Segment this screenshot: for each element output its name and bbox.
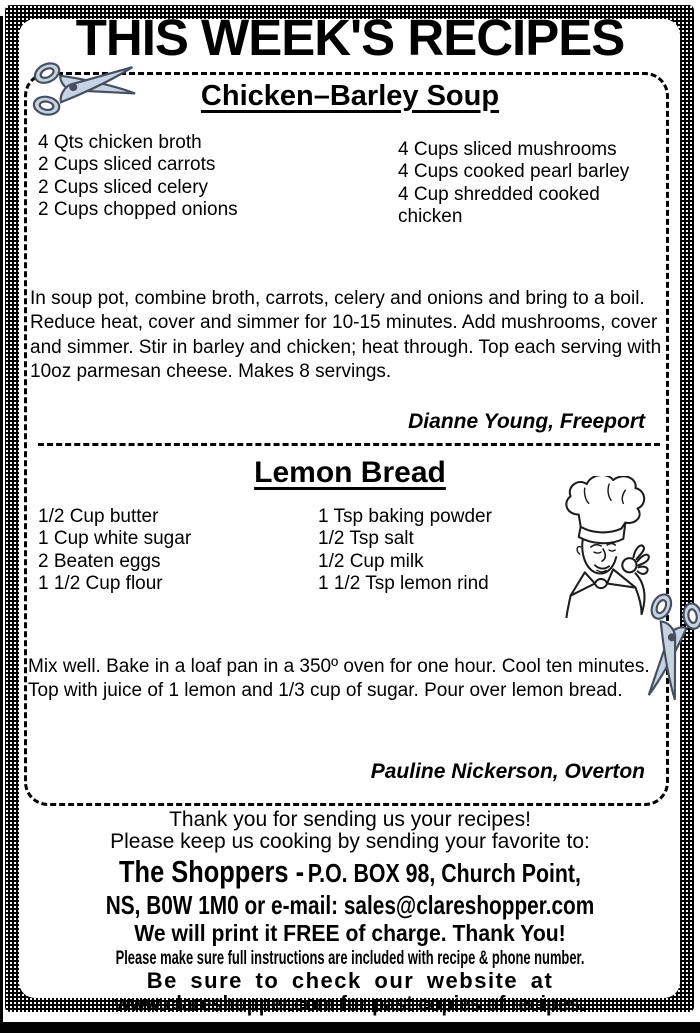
publisher-address-1: P.O. BOX 98, Church Point, — [307, 858, 581, 888]
footer-publisher-line — [63, 854, 637, 890]
ingredient-line: 4 Cups cooked pearl barley — [398, 161, 630, 183]
ingredient-line: 1/2 Cup butter — [38, 506, 159, 527]
ingredient-line: 2 Cups sliced carrots — [38, 154, 216, 176]
footer-note-line: Please make sure full instructions are included with recipe & phone number. — [115, 948, 585, 969]
ingredient-line: 1/2 Tsp salt — [318, 528, 414, 550]
publisher-name: The Shoppers - — [119, 854, 305, 889]
ingredient-line: 2 Beaten eggs — [38, 550, 161, 572]
ingredient-line: 1/2 Cup milk — [318, 550, 424, 572]
chef-illustration — [550, 476, 652, 618]
lemon-ingredients-left-column — [38, 506, 191, 596]
ingredient-line: 4 Cups sliced mushrooms — [398, 139, 617, 160]
ingredient-line: 2 Cups chopped onions — [38, 199, 238, 221]
soup-ingredients-left-column — [38, 132, 238, 222]
dashed-divider — [38, 443, 660, 446]
scissors-icon — [27, 51, 141, 122]
footer-free-line: We will print it FREE of charge. Thank You! — [134, 920, 566, 946]
soup-attribution: Dianne Young, Freeport — [408, 410, 645, 433]
ingredient-line: 1 1/2 Tsp lemon rind — [318, 573, 489, 595]
footer-website-promo-line: Be sure to check our website at — [146, 968, 554, 993]
recipe-title-lemon-bread: Lemon Bread — [254, 456, 446, 489]
footer-request-line: Please keep us cooking by sending your favorite to: — [110, 830, 590, 853]
lemon-instructions: Mix well. Bake in a loaf pan in a 350º oven for one hour. Cool ten minutes. Top with juice of 1 lemon and 1/3 cup of sugar. Pour over lemon bread. — [28, 656, 650, 702]
footer-contact-line: NS, B0W 1M0 or e-mail: sales@clareshopper.com — [105, 890, 595, 920]
ingredient-line: 4 Qts chicken broth — [38, 132, 202, 153]
scan-edge-left — [0, 16, 3, 1033]
recipe-title-chicken-barley-soup: Chicken–Barley Soup — [200, 80, 500, 112]
ingredient-line: 1 Tsp baking powder — [318, 506, 492, 527]
footer-website-url-line: www.clareshopper.com for past copies of recipes. — [114, 991, 586, 1016]
scan-edge-bottom — [0, 1022, 700, 1033]
soup-instructions: In soup pot, combine broth, carrots, celery and onions and bring to a boil. Reduce heat, cover and simmer for 10-15 minutes. Add mushrooms, cover and simmer. Stir in barley and chicken; heat through. Top each serving with 10oz parmesan cheese. Makes 8 servings. — [30, 288, 662, 383]
soup-ingredients-right-column — [398, 139, 633, 229]
ingredient-line: 2 Cups sliced celery — [38, 176, 209, 198]
page-title: THIS WEEK'S RECIPES — [75, 9, 625, 66]
lemon-ingredients-right-column — [318, 506, 548, 596]
ingredient-line: 1 1/2 Cup flour — [38, 573, 163, 595]
ingredient-line: 4 Cup shredded cooked chicken — [398, 183, 600, 228]
ingredient-line: 1 Cup white sugar — [38, 528, 192, 550]
lemon-attribution: Pauline Nickerson, Overton — [370, 760, 645, 783]
footer-thanks-line: Thank you for sending us your recipes! — [169, 808, 531, 831]
